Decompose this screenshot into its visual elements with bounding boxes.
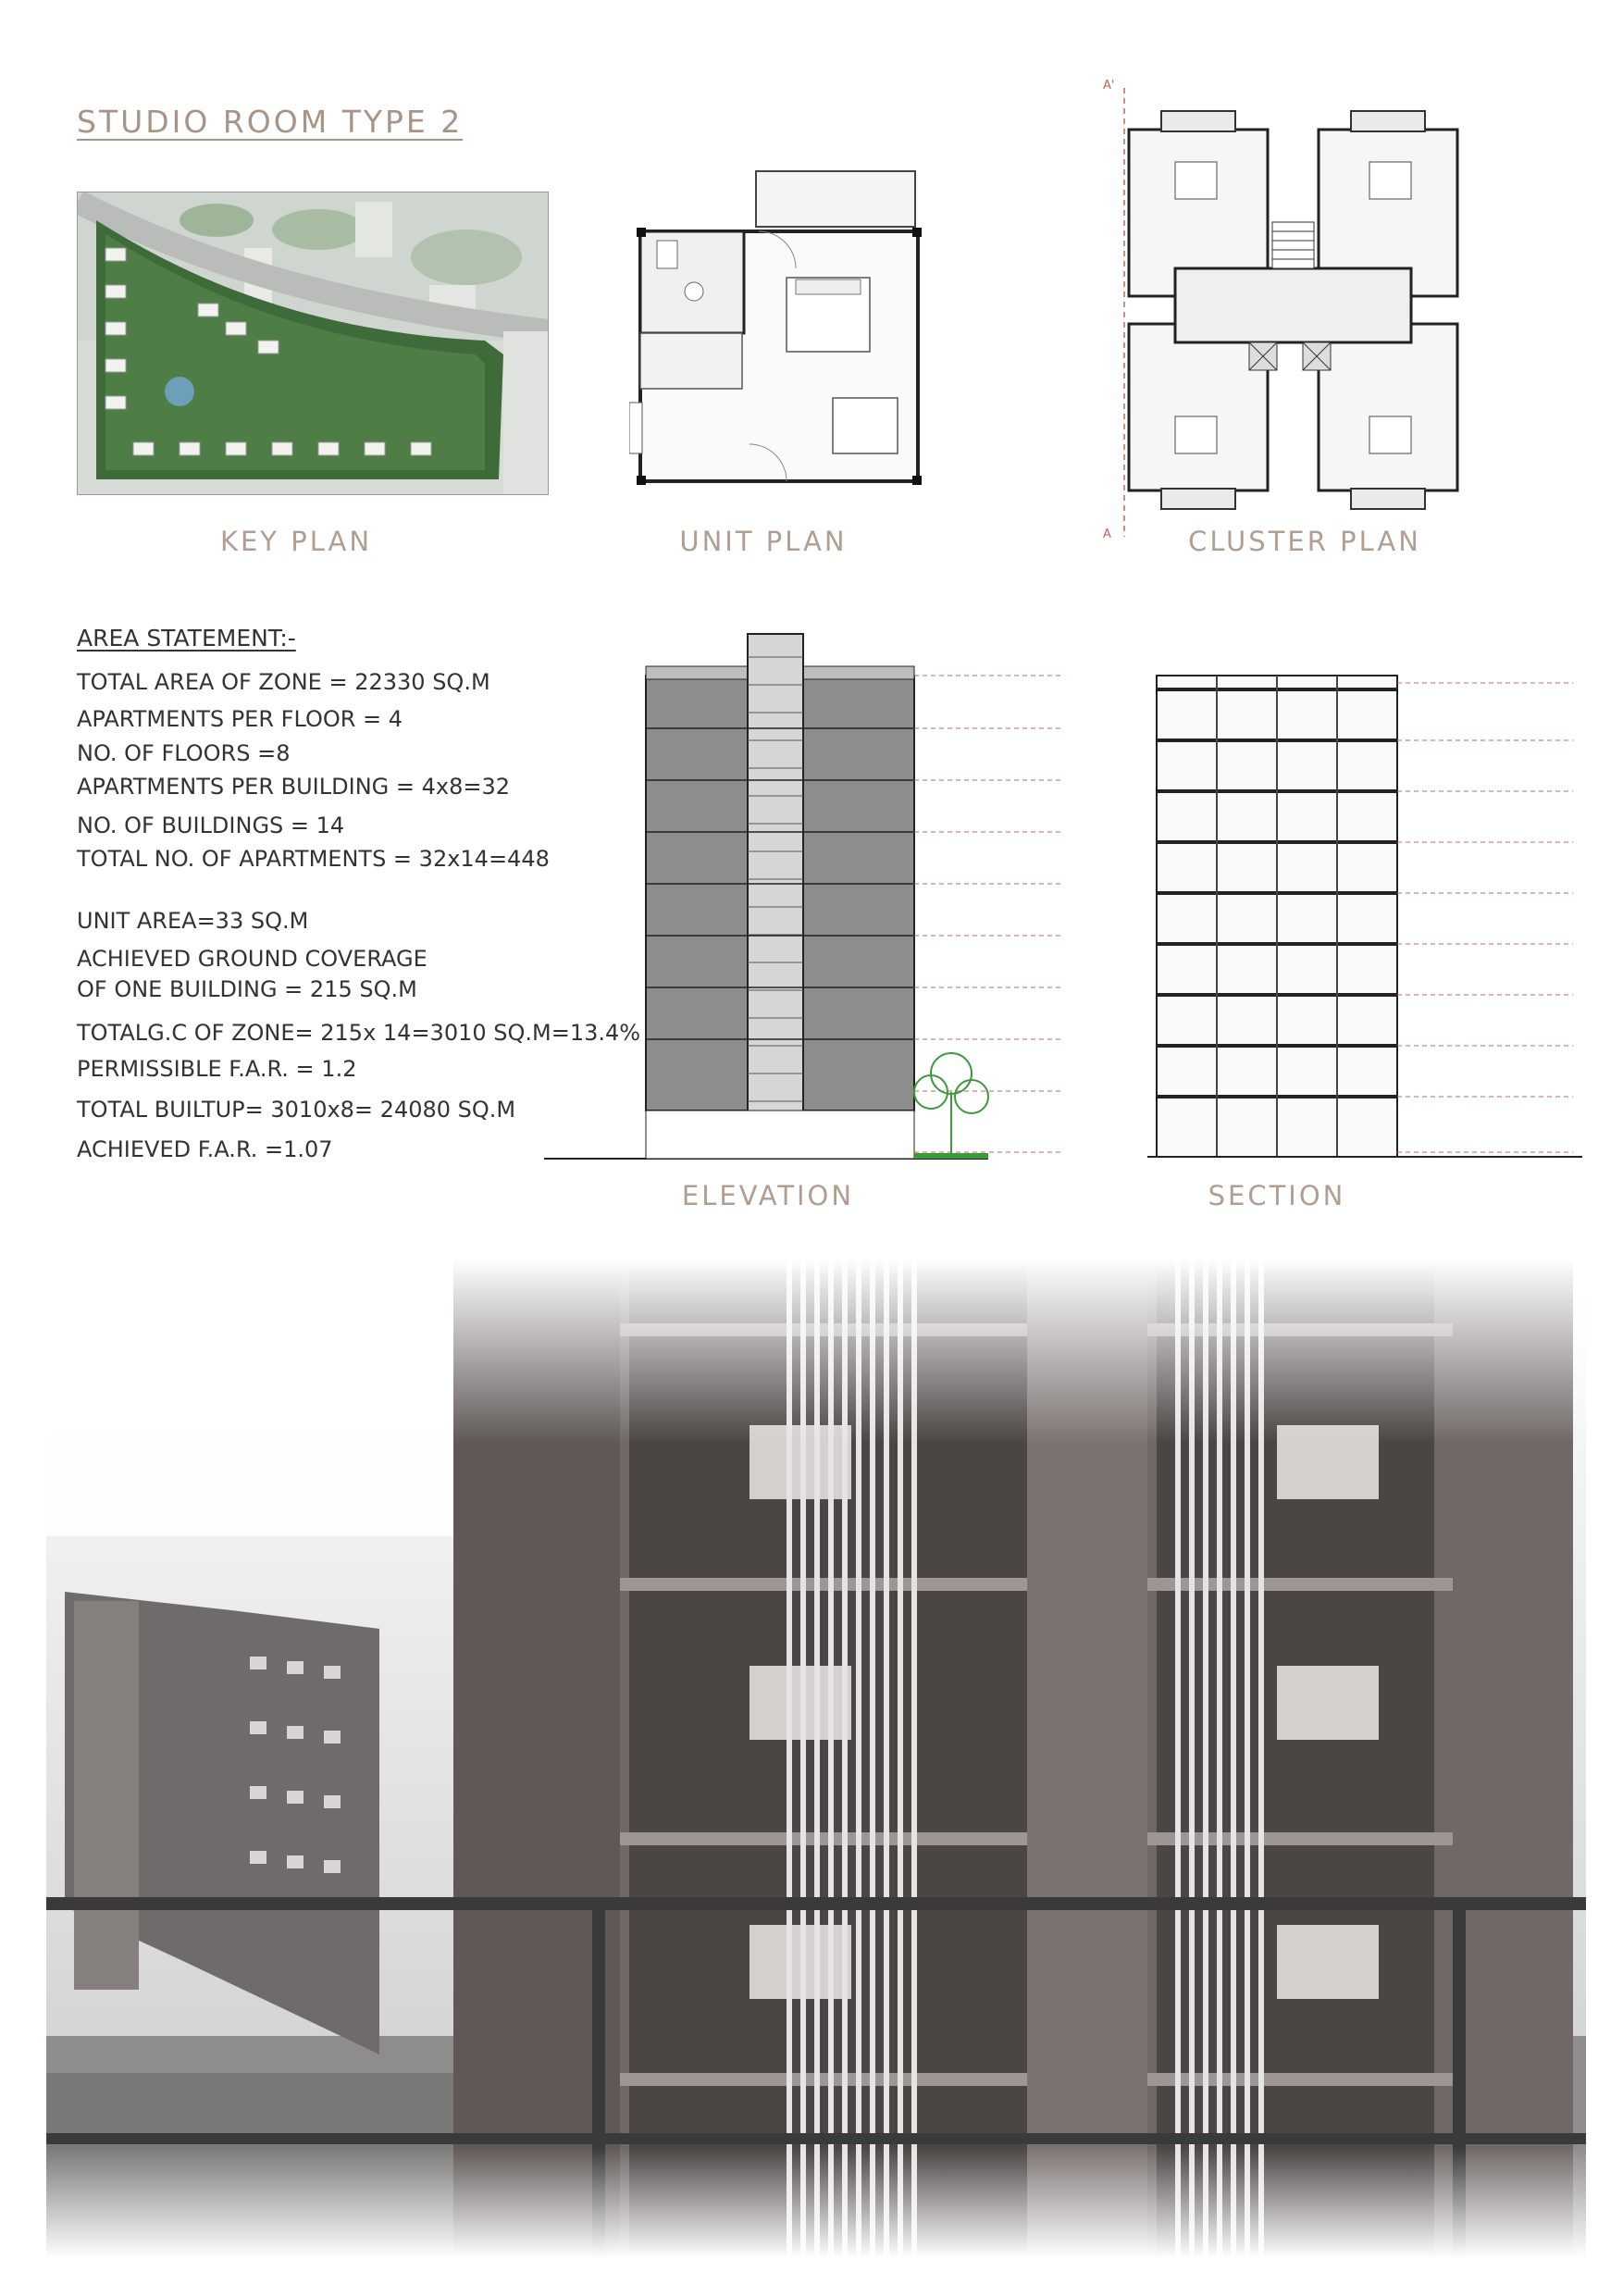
unit-plan-drawing <box>629 167 925 500</box>
area-line-total-builtup: TOTAL BUILTUP= 3010x8= 24080 SQ.M <box>77 1097 516 1123</box>
area-line-total-gc: TOTALG.C OF ZONE= 215x 14=3010 SQ.M=13.4% <box>77 1020 641 1046</box>
section-marker-top: A' <box>1103 79 1115 93</box>
section-caption: SECTION <box>1208 1180 1346 1211</box>
cluster-plan-caption: CLUSTER PLAN <box>1188 526 1421 557</box>
area-line-total-apartments: TOTAL NO. OF APARTMENTS = 32x14=448 <box>77 846 550 872</box>
unit-plan-caption: UNIT PLAN <box>679 526 848 557</box>
area-line-buildings: NO. OF BUILDINGS = 14 <box>77 813 345 838</box>
area-line-total-area: TOTAL AREA OF ZONE = 22330 SQ.M <box>77 669 490 695</box>
area-line-unit-area: UNIT AREA=33 SQ.M <box>77 908 309 934</box>
page-title: STUDIO ROOM TYPE 2 <box>77 104 464 140</box>
area-line-achieved-far: ACHIEVED F.A.R. =1.07 <box>77 1136 333 1162</box>
elevation-drawing <box>544 629 1099 1166</box>
building-render-image <box>46 1259 1586 2258</box>
key-plan-caption: KEY PLAN <box>219 526 373 557</box>
area-line-apartments-per-building: APARTMENTS PER BUILDING = 4x8=32 <box>77 774 510 800</box>
key-plan-image <box>77 192 549 495</box>
area-line-apartments-per-floor: APARTMENTS PER FLOOR = 4 <box>77 706 403 732</box>
elevation-caption: ELEVATION <box>681 1180 855 1211</box>
area-line-ground-coverage: ACHIEVED GROUND COVERAGE <box>77 946 427 972</box>
section-marker-bottom: A <box>1103 527 1111 541</box>
area-statement-heading: AREA STATEMENT:- <box>77 625 296 652</box>
area-line-floors: NO. OF FLOORS =8 <box>77 740 291 766</box>
cluster-plan-drawing <box>1101 74 1481 546</box>
area-line-permissible-far: PERMISSIBLE F.A.R. = 1.2 <box>77 1056 357 1082</box>
section-drawing <box>1147 666 1592 1166</box>
area-line-one-building: OF ONE BUILDING = 215 SQ.M <box>77 976 417 1002</box>
